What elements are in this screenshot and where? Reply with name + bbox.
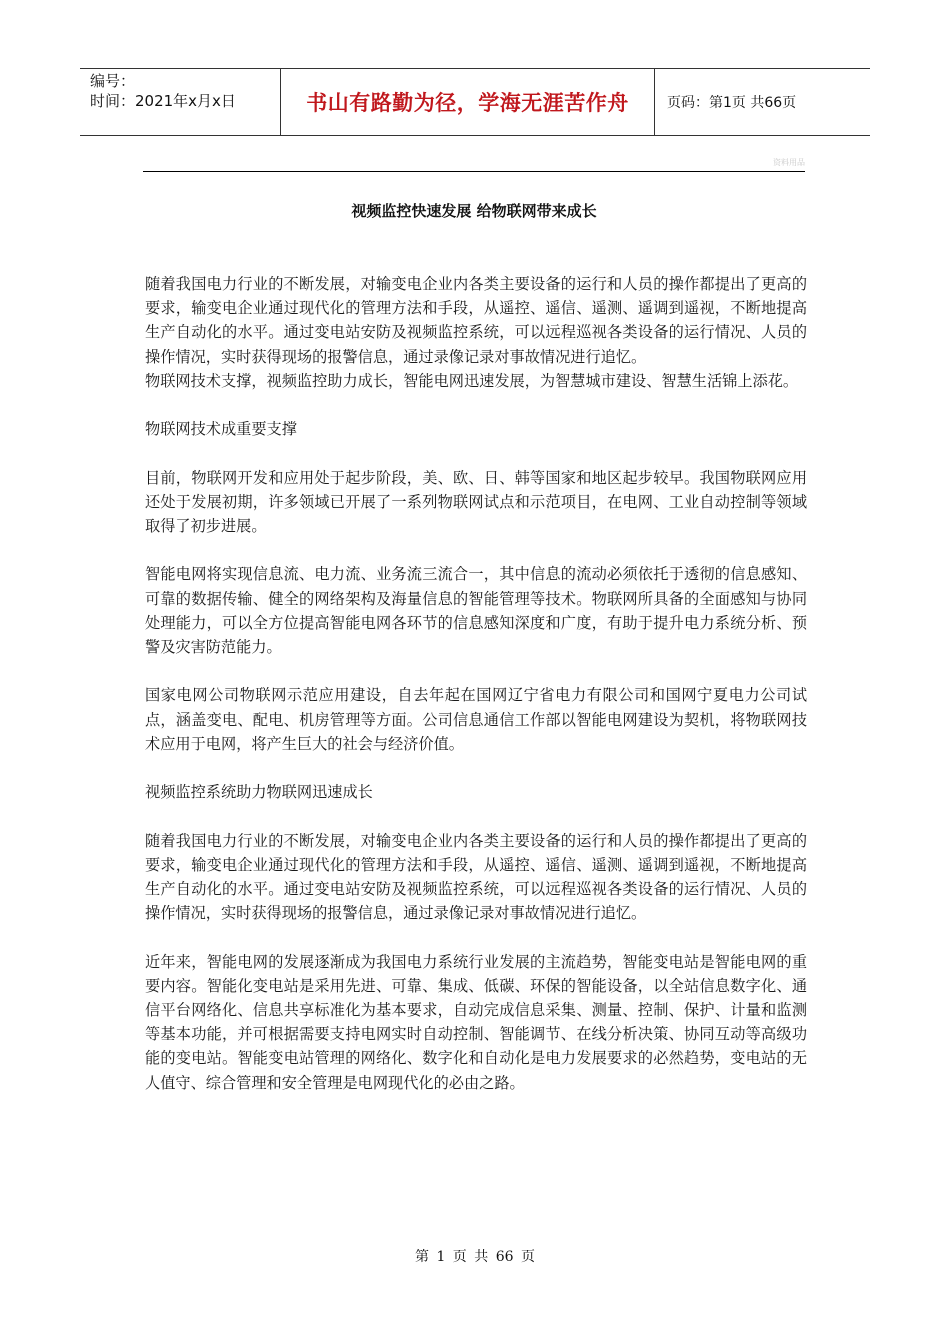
header-table [80, 68, 870, 136]
header-motto: 书山有路勤为径，学海无涯苦作舟 [280, 69, 655, 135]
paragraph-4: 智能电网将实现信息流、电力流、业务流三流合一，其中信息的流动必须依托于透彻的信息感知、可靠的数据传输、健全的网络架构及海量信息的智能管理等技术。物联网所具备的全面感知与协同处理能力，可以全方位提高智能电网各环节的信息感知深度和广度，有助于提升电力系统分析、预警及灾害防范能力。 [145, 565, 807, 656]
rule-tag: 资料用品 [773, 158, 805, 167]
header-page-info: 页码：第1页 共66页 [667, 95, 797, 111]
top-rule [143, 155, 805, 172]
paragraph-7: 近年来，智能电网的发展逐渐成为我国电力系统行业发展的主流趋势，智能变电站是智能电网的重要内容。智能化变电站是采用先进、可靠、集成、低碳、环保的智能设备，以全站信息数字化、通信平台网络化、信息共享标准化为基本要求，自动完成信息采集、测量、控制、保护、计量和监测等基本功能，并可根据需要支持电网实时自动控制、智能调节、在线分析决策、协同互动等高级功能的变电站。智能变电站管理的网络化、数字化和自动化是电力发展要求的必然趋势，变电站的无人值守、综合管理和安全管理是电网现代化的必由之路。 [145, 952, 807, 1092]
paragraph-1: 随着我国电力行业的不断发展，对输变电企业内各类主要设备的运行和人员的操作都提出了更高的要求，输变电企业通过现代化的管理方法和手段，从遥控、遥信、遥测、遥调到遥视，不断地提高生产自动化的水平。通过变电站安防及视频监控系统，可以远程巡视各类设备的运行情况、人员的操作情况，实时获得现场的报警信息，通过录像记录对事故情况进行追忆。 [145, 275, 807, 366]
paragraph-3: 目前，物联网开发和应用处于起步阶段，美、欧、日、韩等国家和地区起步较早。我国物联网应用还处于发展初期，许多领域已开展了一系列物联网试点和示范项目，在电网、工业自动控制等领域取得了初步进展。 [145, 468, 807, 535]
section-heading-2: 视频监控系统助力物联网迅速成长 [145, 783, 373, 802]
paragraph-5: 国家电网公司物联网示范应用建设，自去年起在国网辽宁省电力有限公司和国网宁夏电力公司试点，涵盖变电、配电、机房管理等方面。公司信息通信工作部以智能电网建设为契机，将物联网技术应用于电网，将产生巨大的社会与经济价值。 [145, 686, 807, 753]
number-label: 编号： [90, 72, 136, 90]
paragraph-6: 随着我国电力行业的不断发展，对输变电企业内各类主要设备的运行和人员的操作都提出了更高的要求，输变电企业通过现代化的管理方法和手段，从遥控、遥信、遥测、遥调到遥视，不断地提高生产自动化的水平。通过变电站安防及视频监控系统，可以远程巡视各类设备的运行情况、人员的操作情况，实时获得现场的报警信息，通过录像记录对事故情况进行追忆。 [145, 831, 807, 923]
paragraph-2: 物联网技术支撑，视频监控助力成长，智能电网迅速发展，为智慧城市建设、智慧生活锦上添花。 [145, 371, 799, 390]
page-footer: 第 1 页 共 66 页 [415, 1249, 535, 1265]
section-heading-1: 物联网技术成重要支撑 [145, 420, 297, 439]
document-title: 视频监控快速发展 给物联网带来成长 [351, 202, 597, 220]
time-label: 时间：2021年x月x日 [90, 92, 236, 110]
header-meta [80, 69, 280, 135]
document-body [145, 272, 807, 1119]
